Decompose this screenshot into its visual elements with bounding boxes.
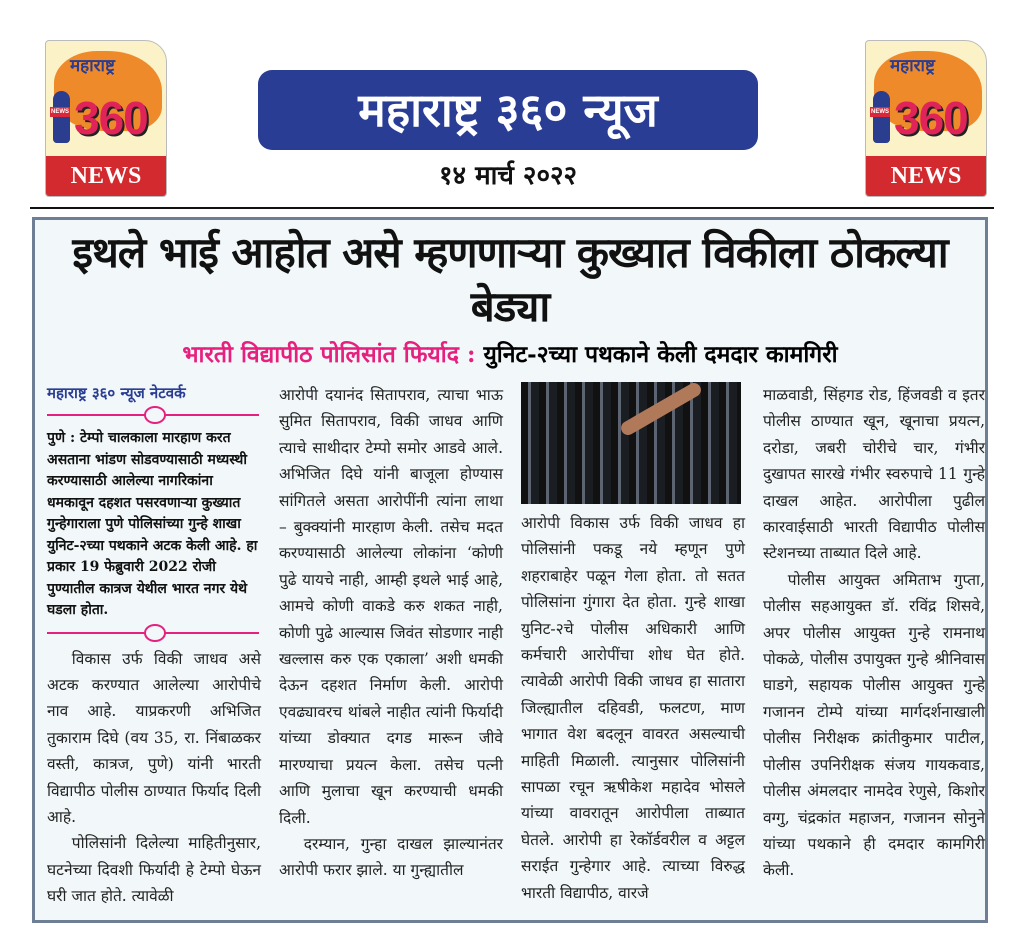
ornament-divider <box>47 632 259 634</box>
article-column-1 <box>47 646 261 910</box>
masthead-title: महाराष्ट्र ३६० न्यूज <box>258 70 758 150</box>
logo-number: 360 <box>74 92 148 144</box>
mic-label: NEWS <box>51 109 69 115</box>
article-column-1-wrap <box>47 382 261 910</box>
article-column-3 <box>521 510 745 906</box>
logo-left <box>45 40 167 197</box>
logo-right <box>865 40 987 197</box>
issue-date: १४ मार्च २०२२ <box>438 161 578 191</box>
article-columns <box>47 382 985 910</box>
ornament-divider <box>47 414 259 416</box>
subhead-rest: युनिट-२च्या पथकाने केली दमदार कामगिरी <box>483 341 838 368</box>
logo-region-text: महाराष्ट्र <box>70 56 115 76</box>
prison-bars-photo <box>521 382 741 504</box>
microphone-icon <box>53 91 70 143</box>
article-subhead <box>47 338 973 372</box>
paragraph: आरोपी दयानंद सितापराव, त्याचा भाऊ सुमित सितापराव, विकी जाधव आणि त्याचे साथीदार टेम्पो समोर आडवे आले. अभिजित दिघे यांनी बाजूला होण्यास सांगितले असता आरोपींनी त्यांना लाथा – बुक्क्यांनी मारहाण केली. तसेच मदत करण्यासाठी आलेल्या लोकांना ‘कोणी पुढे यायचे नाही, आम्ही इथले भाई आहे, आमचे कोणी वाकडे करु शकत नाही, कोणी पुढे आल्यास जिवंत सोडणार नाही खल्लास करु एक एकाला’ अशी धमकी देऊन दहशत निर्माण केली. आरोपी एवढ्यावरच थांबले नाहीत त्यांनी फिर्यादी यांच्या डोक्यात दगड मारून जीवे मारण्याचा प्रयत्न केला. तसेच पत्नी आणि मुलाचा खून करण्याची धमकी दिली. <box>279 386 503 827</box>
article-headline: इथले भाई आहोत असे म्हणणाऱ्या कुख्यात विकीला ठोकल्या बेड्या <box>72 228 948 331</box>
paragraph: पोलिसांनी दिलेल्या माहितीनुसार, घटनेच्या दिवशी फिर्यादी हे टेम्पो घेऊन घरी जात होते. त्यावेळी <box>47 834 261 906</box>
masthead-divider <box>30 207 994 209</box>
paragraph: पोलीस आयुक्त अमिताभ गुप्ता, पोलीस सहआयुक्त डॉ. रविंद्र शिसवे, अपर पोलीस आयुक्त गुन्हे रामनाथ पोकळे, पोलीस उपायुक्त गुन्हे श्रीनिवास घाडगे, सहायक पोलीस आयुक्त गुन्हे गजानन टोम्पे यांच्या मार्गदर्शनाखाली पोलीस निरीक्षक क्रांतीकुमार पाटील, पोलीस उपनिरीक्षक संजय गायकवाड, पोलीस अंमलदार नामदेव रेणुसे, किशोर वग्गु, चंद्रकांत महाजन, गजानन सोनुने यांच्या पथकाने ही दमदार कामगिरी केली. <box>763 570 985 880</box>
logo-band: NEWS <box>866 156 986 196</box>
article-column-3-wrap <box>521 382 745 906</box>
paragraph: माळवाडी, सिंहगड रोड, हिंजवडी व इतर पोलीस ठाण्यात खून, खूनाचा प्रयत्न, दरोडा, जबरी चोरीचे चार, गंभीर दुखापत सारखे गंभीर स्वरुपाचे 11 गुन्हे दाखल आहेत. आरोपीला पुढील कारवाईसाठी भारती विद्यापीठ पोलीस स्टेशनच्या ताब्यात दिले आहे. <box>763 386 985 563</box>
logo-number: 360 <box>894 92 968 144</box>
masthead <box>0 0 1024 212</box>
article-intro: पुणे : टेम्पो चालकाला मारहाण करत असताना भांडण सोडवण्यासाठी मध्यस्थी करण्यासाठी आलेल्या नागरिकांना धमकावून दहशत पसरवणाऱ्या कुख्यात गुन्हेगाराला पुणे पोलिसांच्या गुन्हे शाखा युनिट-२च्या पथकाने अटक केली आहे. हा प्रकार 19 फेब्रुवारी 2022 रोजी पुण्यातील कात्रज येथील भारत नगर येथे घडला होता. <box>47 430 258 618</box>
article-column-2 <box>279 382 503 884</box>
byline: महाराष्ट्र ३६० न्यूज नेटवर्क <box>47 384 186 402</box>
logo-region-text: महाराष्ट्र <box>890 56 935 76</box>
microphone-icon <box>873 91 890 143</box>
article-column-4 <box>763 382 985 884</box>
subhead-highlight: भारती विद्यापीठ पोलिसांत फिर्याद : <box>182 341 476 368</box>
paragraph: आरोपी विकास उर्फ विकी जाधव हा पोलिसांनी पकडू नये म्हणून पुणे शहराबाहेर पळून गेला होता. तो सतत पोलिसांना गुंगारा देत होता. गुन्हे शाखा युनिट-२चे पोलीस अधिकारी आणि कर्मचारी आरोपींचा शोध घेत होते. त्यावेळी आरोपी विकी जाधव हा सातारा जिल्ह्यातील दहिवडी, फलटण, माण भागात वेश बदलून वावरत असल्याची माहिती मिळाली. त्यानुसार पोलिसांनी सापळा रचून ऋषीकेश महादेव भोसले यांच्या वावरातून आरोपीला ताब्यात घेतले. आरोपी हा रेकॉर्डवरील व अट्टल सराईत गुन्हेगार आहे. त्याच्या विरुद्ध भारती विद्यापीठ, वारजे <box>521 514 745 902</box>
paragraph: विकास उर्फ विकी जाधव असे अटक करण्यात आलेल्या आरोपीचे नाव आहे. याप्रकरणी अभिजित तुकाराम दिघे (वय 35, रा. निंबाळकर वस्ती, कात्रज, पुणे) यांनी भारती विद्यापीठ पोलीस ठाण्यात फिर्याद दिली आहे. <box>47 649 261 826</box>
paragraph: दरम्यान, गुन्हा दाखल झाल्यानंतर आरोपी फरार झाले. या गुन्ह्यातील <box>279 834 503 880</box>
article-box <box>32 217 988 923</box>
mic-label: NEWS <box>871 109 889 115</box>
logo-band: NEWS <box>46 156 166 196</box>
